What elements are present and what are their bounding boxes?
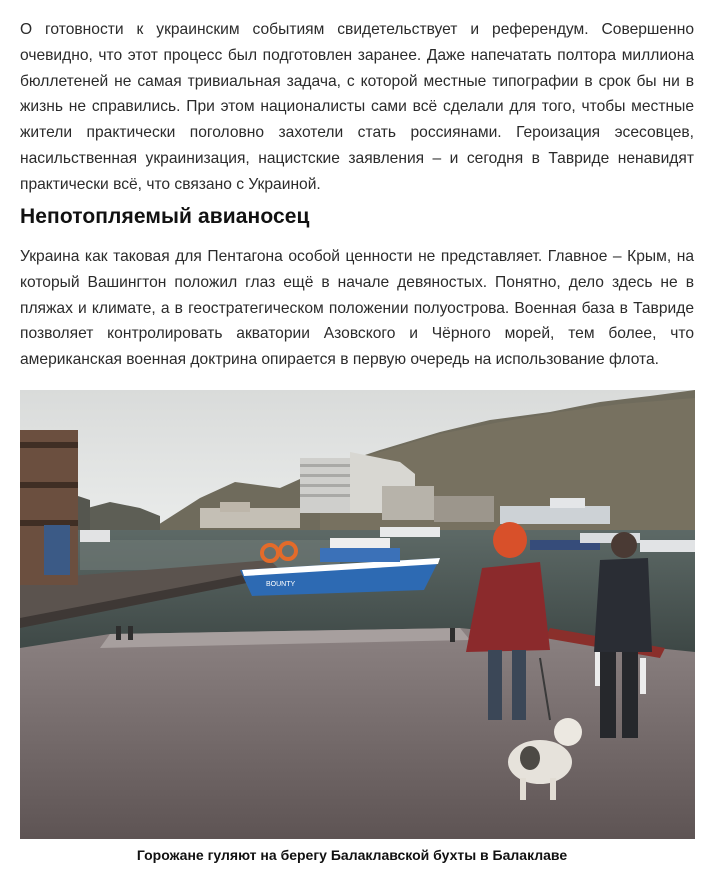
photo-caption: Горожане гуляют на берегу Балаклавской бухты в Балаклаве <box>136 847 568 863</box>
construction-frame <box>434 496 494 522</box>
boat-name-label: BOUNTY <box>266 581 296 588</box>
section-heading: Непотопляемый авианосец <box>20 205 310 228</box>
dog <box>508 740 572 784</box>
photo-illustration <box>20 390 695 839</box>
man-head <box>611 532 637 558</box>
photo-balaklava-bay <box>20 390 695 839</box>
paragraph-referendum: О готовности к украинским событиям свидетельствует и референдум. Совершенно очевидно, что этот процесс был подготовлен заранее. Даже напечатать полтора миллиона бюллетеней не самая тривиальная задача, с которой местные типографии в срок бы ни в жизнь не справились. При этом националисты сами всё сделали для того, чтобы местные жители практически поголовно захотели стать россиянами. Героизация эсесовцев, насильственная украинизация, нацистские заявления – и сегодня в Тавриде ненавидят практически всё, что связано с Украиной. <box>20 21 694 193</box>
woman-red-hair <box>493 522 527 558</box>
man-coat <box>594 558 652 652</box>
promenade-pavement <box>20 628 695 839</box>
paragraph-pentagon: Украина как таковая для Пентагона особой ценности не представляет. Главное – Крым, на который Вашингтон положил глаз ещё в начале девяностых. Понятно, дело здесь не в пляжах и климате, а в геостратегическом положении полуострова. Военная база в Тавриде позволяет контролировать акватории Азовского и Чёрного морей, тем более, что американская военная доктрина опирается в первую очередь на использование флота. <box>20 248 694 369</box>
distant-boat <box>380 527 440 537</box>
